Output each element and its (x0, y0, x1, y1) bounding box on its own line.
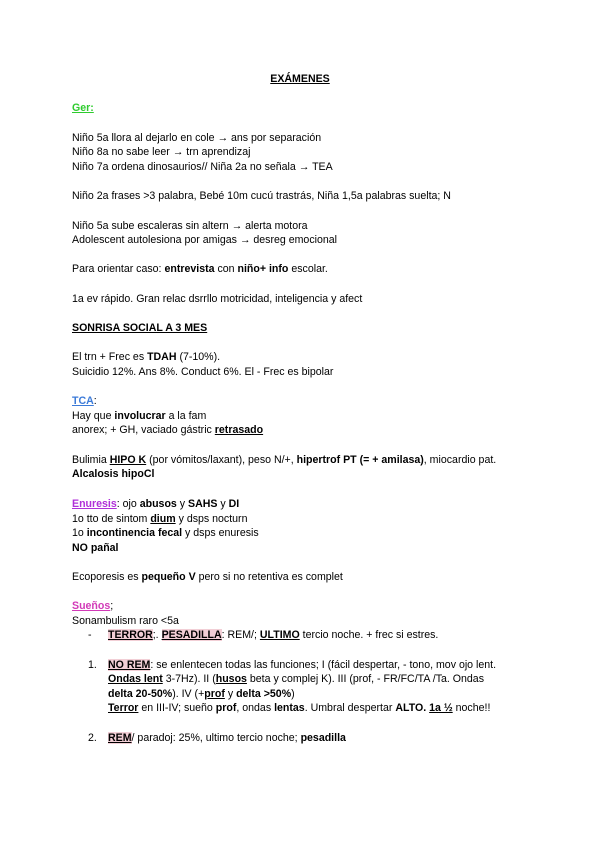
highlight-run: PESADILLA (161, 629, 222, 641)
section-heading-enuresis (72, 497, 239, 511)
text-line-bulimia (72, 453, 496, 467)
text-run: beta y complej K). III (prof, - FR/FC/TA /Ta. Ondas (246, 673, 484, 685)
text-line (72, 512, 247, 526)
text-run: ;. (152, 629, 162, 641)
ger-heading: Ger: (72, 102, 94, 114)
bold-run: delta 20-50% (108, 688, 173, 700)
text-run: . Umbral despertar (304, 702, 396, 714)
text-run: 3-7Hz). II ( (162, 673, 216, 685)
text-line (108, 672, 484, 686)
text-run: tercio noche. + frec si estres. (299, 629, 439, 641)
text-run: pero si no retentiva es complet (195, 571, 343, 583)
text-run: y (224, 688, 237, 700)
text-line: Niño 7a ordena dinosaurios// Niña 2a no señala → TEA (72, 161, 333, 173)
text-run: , miocardio pat. (423, 454, 497, 466)
bold-run: delta >50% (236, 688, 292, 700)
bold-run: niño+ info (237, 263, 289, 275)
bold-underline-run: ULTIMO (259, 629, 300, 641)
text-line (108, 687, 295, 701)
text-run: , ondas (236, 702, 275, 714)
bold-underline-run: dium (150, 513, 176, 525)
text-line: Suicidio 12%. Ans 8%. Conduct 6%. El - Frec es bipolar (72, 366, 334, 378)
text-line: Sonambulism raro <5a (72, 615, 179, 627)
text-run: Hay que (72, 410, 115, 422)
list-item-rem (108, 731, 346, 745)
bold-run: SAHS (188, 498, 218, 510)
bold-underline-run: husos (215, 673, 247, 685)
text-run: ). IV (+ (172, 688, 205, 700)
text-run: : REM/; (221, 629, 260, 641)
text-run: y (176, 498, 188, 510)
section-heading-tca (72, 394, 97, 408)
text-run: Bulimia (72, 454, 110, 466)
text-run: anorex; + GH, vaciado gástric (72, 424, 215, 436)
text-line: Niño 5a llora al dejarlo en cole → ans por separación (72, 132, 322, 144)
text-run: en III-IV; sueño (138, 702, 216, 714)
bold-run: entrevista (164, 263, 215, 275)
text-line: NO pañal (72, 542, 119, 554)
list-number: 1. (88, 659, 97, 671)
text-line-orientar (72, 262, 328, 276)
bold-run: involucrar (114, 410, 166, 422)
bold-underline-run: prof (204, 688, 225, 700)
text-run: a la fam (165, 410, 207, 422)
enuresis-heading: Enuresis (72, 498, 117, 510)
bold-underline-run: Terror (108, 702, 139, 714)
bold-underline-run: HIPO K (109, 454, 147, 466)
bold-underline-run: Ondas lent (108, 673, 163, 685)
text-run: : ojo (116, 498, 140, 510)
text-line: 1a ev rápido. Gran relac dsrrllo motricidad, inteligencia y afect (72, 293, 363, 305)
bullet-item (108, 628, 438, 642)
text-run: ) (291, 688, 295, 700)
section-heading-suenos (72, 599, 113, 613)
bold-run: incontinencia fecal (86, 527, 183, 539)
text-run: : (93, 395, 97, 407)
text-line: Adolescent autolesiona por amigas → desreg emocional (72, 234, 337, 246)
text-run: Ecoporesis es (72, 571, 142, 583)
text-line (72, 409, 206, 423)
section-heading-ger (72, 101, 94, 115)
text-line (72, 423, 263, 437)
highlight-run: TERROR (108, 629, 153, 641)
text-line: Niño 2a frases >3 palabra, Bebé 10m cucú trastrás, Niña 1,5a palabras suelta; N (72, 190, 451, 202)
text-run: y (217, 498, 229, 510)
text-run: (7-10%). (176, 351, 221, 363)
text-run: 1o tto de sintom (72, 513, 151, 525)
bold-run: DI (228, 498, 240, 510)
bold-run: abusos (139, 498, 177, 510)
text-run: y dsps enuresis (182, 527, 259, 539)
text-line (72, 526, 259, 540)
text-line (108, 701, 490, 715)
text-run: noche!! (452, 702, 491, 714)
list-number: 2. (88, 732, 97, 744)
text-line-ecoporesis (72, 570, 343, 584)
bullet-marker: - (88, 629, 92, 641)
bold-run: prof (215, 702, 237, 714)
bold-run: lentas (274, 702, 305, 714)
text-run: / paradoj: 25%, ultimo tercio noche; (131, 732, 301, 744)
text-run: Para orientar caso: (72, 263, 165, 275)
bold-run: hipertrof PT (= + amilasa) (296, 454, 424, 466)
bold-run: pequeño V (141, 571, 196, 583)
text-run: (por vómitos/laxant), peso N/+, (146, 454, 297, 466)
text-line: Niño 8a no sabe leer → trn aprendizaj (72, 146, 251, 158)
bold-run: pesadilla (300, 732, 346, 744)
bold-run: ALTO. (395, 702, 427, 714)
text-run: 1o (72, 527, 87, 539)
bold-underline-run: 1a ½ (429, 702, 453, 714)
text-line: Niño 5a sube escaleras sin altern → alerta motora (72, 220, 308, 232)
text-run: ; (110, 600, 114, 612)
bold-run: TDAH (147, 351, 177, 363)
text-run: escolar. (288, 263, 328, 275)
text-line: Alcalosis hipoCl (72, 468, 155, 480)
text-line-tdah (72, 350, 220, 364)
text-run: y dsps nocturn (175, 513, 248, 525)
text-run: con (214, 263, 238, 275)
text-run: : se enlentecen todas las funciones; I (fácil despertar, - tono, mov ojo lent. (150, 659, 497, 671)
highlight-run: REM (108, 732, 132, 744)
section-heading-sonrisa: SONRISA SOCIAL A 3 MES (72, 322, 208, 334)
highlight-run: NO REM (108, 659, 151, 671)
tca-heading: TCA (72, 395, 94, 407)
text-run: El trn + Frec es (72, 351, 148, 363)
bold-underline-run: retrasado (214, 424, 264, 436)
list-item-no-rem (108, 658, 496, 672)
suenos-heading: Sueños (72, 600, 111, 612)
page-title: EXÁMENES (270, 73, 330, 85)
